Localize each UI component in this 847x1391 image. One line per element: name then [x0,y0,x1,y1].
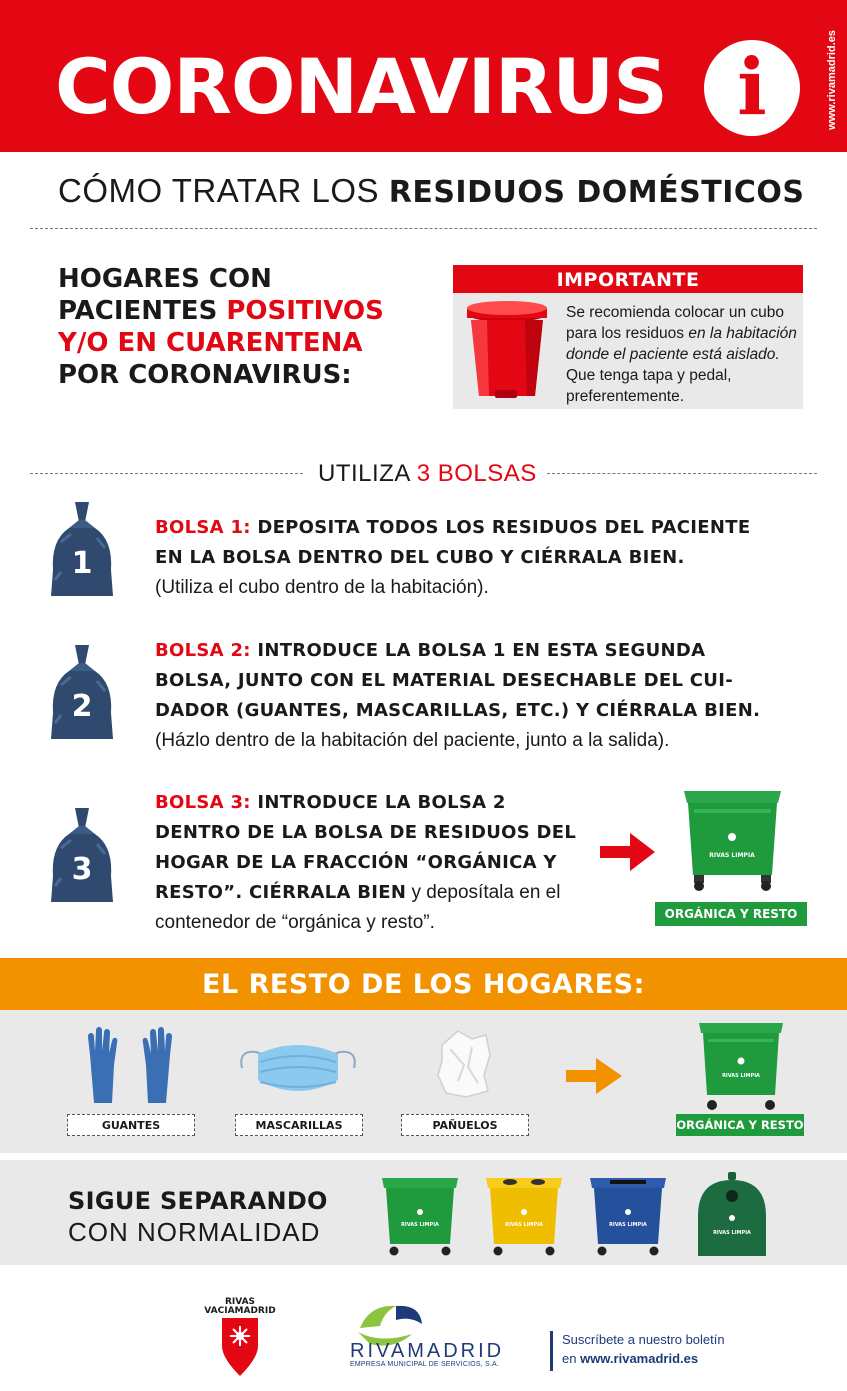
glass-igloo-icon [692,1172,772,1257]
side-url-text[interactable]: www.rivamadrid.es [826,30,838,130]
newsletter-link[interactable]: www.rivamadrid.es [580,1351,699,1366]
tissue-icon [428,1025,498,1100]
arrow-right-icon [600,833,655,871]
step-note: (Házlo dentro de la habitación del paciente, junto a la salida). [155,730,670,751]
newsletter-line1: Suscríbete a nuestro boletín [562,1332,725,1347]
rivamadrid-name: RIVAMADRID [350,1340,505,1362]
hogares-line2 [58,295,384,327]
green-container-icon [696,1017,786,1112]
sigue-line2: CON NORMALIDAD [68,1217,321,1247]
yellow-container-icon [484,1172,564,1257]
utiliza-a: UTILIZA [318,460,417,487]
green-container-icon [380,1172,460,1257]
step-label: BOLSA 3: [155,792,251,813]
pedal-bin-icon [465,300,550,405]
page-title: CORONAVIRUS [55,42,667,131]
item-label-mascarillas: MASCARILLAS [235,1114,363,1136]
step-2-text [155,636,765,756]
item-label-panuelos: PAÑUELOS [401,1114,529,1136]
step-bold-text: INTRODUCE LA BOLSA 1 EN ESTA SEGUNDA BOLSA, JUNTO CON EL MATERIAL DESECHABLE DEL CUI-DADOR (GUANTES, MASCARILLAS, ETC.) Y CIÉRRALA BIEN. [155,640,761,721]
hogares-line1: HOGARES CON [58,264,272,294]
utiliza-heading [318,460,537,488]
divider [30,228,817,229]
container-text: RIVAS LIMPIA [609,1222,647,1228]
step-bold-text: INTRODUCE LA BOLSA 2 DENTRO DE LA BOLSA DE RESIDUOS DEL HOGAR DE LA FRACCIÓN “ORGÁNICA Y RESTO”. CIÉRRALA BIEN [155,792,577,903]
importante-text [566,302,798,407]
page-subtitle [58,172,805,210]
step-label: BOLSA 2: [155,640,251,661]
divider [30,473,303,474]
step-3-text [155,788,585,938]
rivas-logo-line2: VACIAMADRID [204,1306,276,1316]
divider [547,473,817,474]
container-label: ORGÁNICA Y RESTO [655,902,807,926]
hogares-line4: POR CORONAVIRUS: [58,360,352,390]
sigue-line1: SIGUE SEPARANDO [68,1187,328,1215]
container-text: RIVAS LIMPIA [401,1222,439,1228]
bag-number: 1 [71,546,93,581]
step-note: (Utiliza el cubo dentro de la habitación). [155,577,489,598]
step-1-text [155,513,765,603]
bag-1-icon [47,500,117,600]
blue-container-icon [588,1172,668,1257]
info-icon: i [704,40,800,136]
step-label: BOLSA 1: [155,517,251,538]
item-label-guantes: GUANTES [67,1114,195,1136]
mask-icon [238,1032,358,1104]
footer-divider [550,1331,553,1371]
container-text: RIVAS LIMPIA [722,1073,760,1079]
subtitle-bold: RESIDUOS DOMÉSTICOS [388,175,805,210]
container-text: RIVAS LIMPIA [505,1222,543,1228]
hogares-line2a: PACIENTES [58,296,227,326]
bag-number: 3 [71,852,93,887]
hogares-heading [58,263,384,391]
step-note: y deposítala en el contenedor de “orgánica y resto”. [155,882,561,933]
arrow-right-icon [566,1058,622,1094]
container-label: ORGÁNICA Y RESTO [676,1114,804,1136]
bag-2-icon [47,643,117,743]
utiliza-b: 3 BOLSAS [416,460,537,487]
importante-text-a: Se recomienda colocar un cubo para los residuos [566,304,784,342]
step-bold-text: DEPOSITA TODOS LOS RESIDUOS DEL PACIENTE EN LA BOLSA DENTRO DEL CUBO Y CIÉRRALA BIEN. [155,517,751,568]
green-container-icon [680,783,785,893]
importante-text-b: en la habitación donde el paciente está aislado. [566,325,797,363]
hogares-line3: Y/O EN CUARENTENA [58,328,363,358]
hogares-positivos: POSITIVOS [226,296,384,326]
rivas-shield-logo [200,1296,280,1381]
newsletter-line2 [562,1351,698,1366]
newsletter-prefix: en [562,1351,581,1366]
importante-heading: IMPORTANTE [453,265,803,293]
container-text: RIVAS LIMPIA [709,852,755,859]
bag-number: 2 [71,689,93,724]
gloves-icon [80,1025,180,1105]
subtitle-normal: CÓMO TRATAR LOS [58,172,380,209]
rivamadrid-subtitle: EMPRESA MUNICIPAL DE SERVICIOS, S.A. [350,1361,500,1368]
rivas-logo-line1: RIVAS [224,1297,256,1307]
resto-heading: EL RESTO DE LOS HOGARES: [202,969,645,1000]
side-url[interactable] [822,10,842,150]
bag-3-icon [47,806,117,906]
container-text: RIVAS LIMPIA [713,1230,751,1236]
importante-text-c: Que tenga tapa y pedal, preferentemente. [566,367,732,405]
